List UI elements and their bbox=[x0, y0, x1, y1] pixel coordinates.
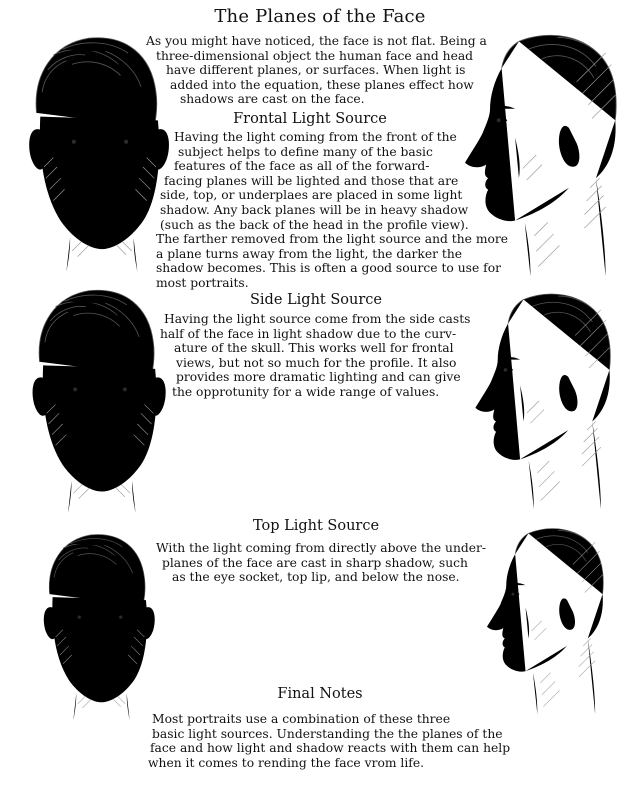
front-face-side-light-sketch bbox=[16, 280, 184, 520]
frontal-line: shadow. Any back planes will be in heavy shadow bbox=[160, 202, 469, 217]
frontal-line: features of the face as all of the forward- bbox=[174, 159, 430, 174]
final-line: Most portraits use a combination of these three bbox=[152, 712, 451, 726]
intro-line: As you might have noticed, the face is not flat. Being a bbox=[146, 34, 487, 48]
section-heading-frontal: Frontal Light Source bbox=[233, 111, 387, 127]
frontal-line: side, top, or underplaes are placed in some light bbox=[160, 188, 463, 203]
frontal-line: subject helps to define many of the basic bbox=[178, 144, 433, 159]
frontal-line: facing planes will be lighted and those that are bbox=[164, 173, 459, 188]
top-line: With the light coming from directly above the under- bbox=[156, 541, 487, 555]
side-light-paragraph bbox=[160, 312, 480, 400]
side-line: provides more dramatic lighting and can give bbox=[176, 370, 461, 385]
section-heading-top: Top Light Source bbox=[252, 518, 380, 534]
frontal-line: shadow becomes. This is often a good source to use for bbox=[156, 261, 501, 276]
frontal-line: The farther removed from the light source and the more bbox=[156, 232, 509, 247]
profile-face-side-light-sketch bbox=[462, 284, 628, 516]
frontal-line: (such as the back of the head in the profile view). bbox=[160, 217, 469, 232]
top-light-paragraph bbox=[156, 541, 496, 585]
intro-paragraph bbox=[146, 34, 506, 107]
intro-line: shadows are cast on the face. bbox=[180, 92, 365, 107]
intro-line: three-dimensional object the human face and head bbox=[156, 48, 474, 63]
top-line: as the eye socket, top lip, and below the nose. bbox=[172, 570, 460, 585]
side-line: half of the face in light shadow due to the curv- bbox=[160, 326, 457, 341]
final-line: basic light sources. Understanding the the planes of the bbox=[152, 726, 503, 741]
frontal-line: Having the light coming from the front of the bbox=[174, 130, 457, 144]
final-line: when it comes to rending the face vrom life. bbox=[148, 755, 425, 770]
top-line: planes of the face are cast in sharp shadow, such bbox=[162, 555, 468, 570]
side-line: Having the light source come from the side casts bbox=[164, 312, 471, 326]
frontal-line: most portraits. bbox=[156, 275, 249, 290]
side-line: ature of the skull. This works well for frontal bbox=[174, 341, 454, 356]
side-line: the opprotunity for a wide range of values. bbox=[172, 384, 440, 399]
intro-line: added into the equation, these planes effect how bbox=[170, 77, 474, 92]
side-line: views, but not so much for the profile. It also bbox=[176, 355, 457, 370]
final-line: face and how light and shadow reacts with them can help bbox=[150, 741, 511, 756]
frontal-light-paragraph bbox=[156, 130, 509, 291]
section-heading-side: Side Light Source bbox=[249, 292, 382, 308]
section-heading-final: Final Notes bbox=[277, 686, 363, 702]
final-notes-paragraph bbox=[148, 712, 511, 770]
intro-line: have different planes, or surfaces. When light is bbox=[166, 63, 466, 78]
frontal-line: a plane turns away from the light, the darker the bbox=[156, 246, 463, 261]
page-title: The Planes of the Face bbox=[214, 6, 426, 27]
